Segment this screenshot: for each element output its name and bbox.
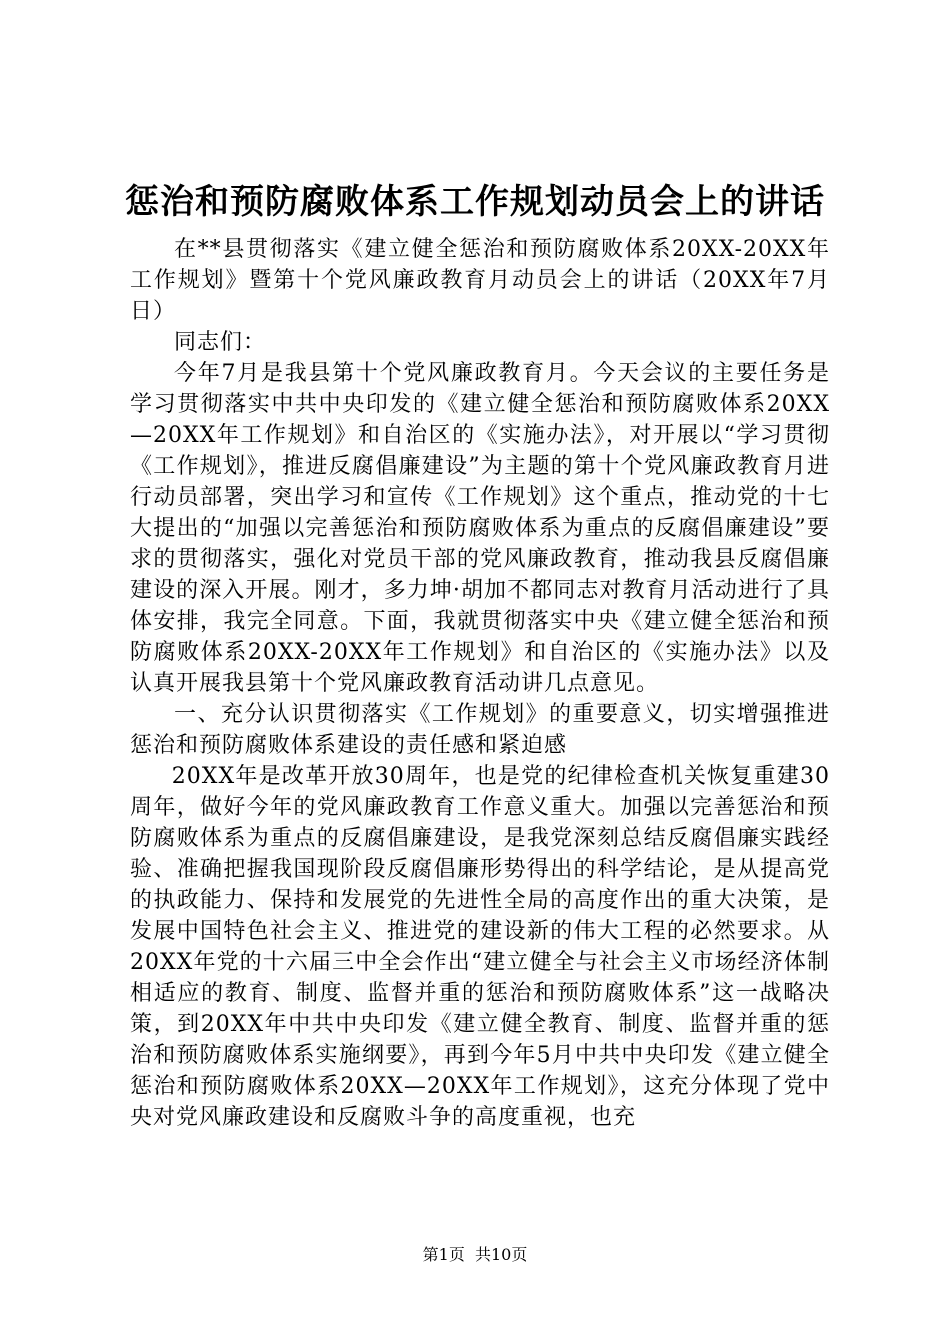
page-footer — [0, 1245, 950, 1265]
salutation-paragraph: 同志们： — [174, 330, 267, 355]
section-heading-paragraph: 一、充分认识贯彻落实《工作规划》的重要意义，切实增强推进惩治和预防腐败体系建设的责任感和紧迫感 — [130, 702, 830, 758]
page-number: 第1页 共10页 — [422, 1245, 528, 1264]
speech-heading-paragraph: 在**县贯彻落实《建立健全惩治和预防腐败体系20XX-20XX年工作规划》暨第十个党风廉政教育月动员会上的讲话（20XX年7月日） — [130, 237, 830, 324]
section-body-paragraph: 20XX年是改革开放30周年，也是党的纪律检查机关恢复重建30周年，做好今年的党风廉政教育工作意义重大。加强以完善惩治和预防腐败体系为重点的反腐倡廉建设，是我党深刻总结反腐倡廉实践经验、准确把握我国现阶段反腐倡廉形势得出的科学结论，是从提高党的执政能力、保持和发展党的先进性全局的高度作出的重大决策，是发展中国特色社会主义、推进党的建设新的伟大工程的必然要求。从20XX年党的十六届三中全会作出“建立健全与社会主义市场经济体制相适应的教育、制度、监督并重的惩治和预防腐败体系”这一战略决策，到20XX年中共中央印发《建立健全教育、制度、监督并重的惩治和预防腐败体系实施纲要》，再到今年5月中共中央印发《建立健全惩治和预防腐败体系20XX—20XX年工作规划》，这充分体现了党中央对党风廉政建设和反腐败斗争的高度重视，也充 — [130, 764, 830, 1130]
document-title: 惩治和预防腐败体系工作规划动员会上的讲话 — [125, 182, 825, 222]
document-body — [130, 234, 830, 1133]
intro-paragraph: 今年7月是我县第十个党风廉政教育月。今天会议的主要任务是学习贯彻落实中共中央印发的《建立健全惩治和预防腐败体系20XX—20XX年工作规划》和自治区的《实施办法》，对开展以“学习贯彻《工作规划》，推进反腐倡廉建设”为主题的第十个党风廉政教育月进行动员部署，突出学习和宣传《工作规划》这个重点，推动党的十七大提出的“加强以完善惩治和预防腐败体系为重点的反腐倡廉建设”要求的贯彻落实，强化对党员干部的党风廉政教育，推动我县反腐倡廉建设的深入开展。刚才，多力坤·胡加不都同志对教育月活动进行了具体安排，我完全同意。下面，我就贯彻落实中央《建立健全惩治和预防腐败体系20XX-20XX年工作规划》和自治区的《实施办法》以及认真开展我县第十个党风廉政教育活动讲几点意见。 — [130, 361, 830, 696]
